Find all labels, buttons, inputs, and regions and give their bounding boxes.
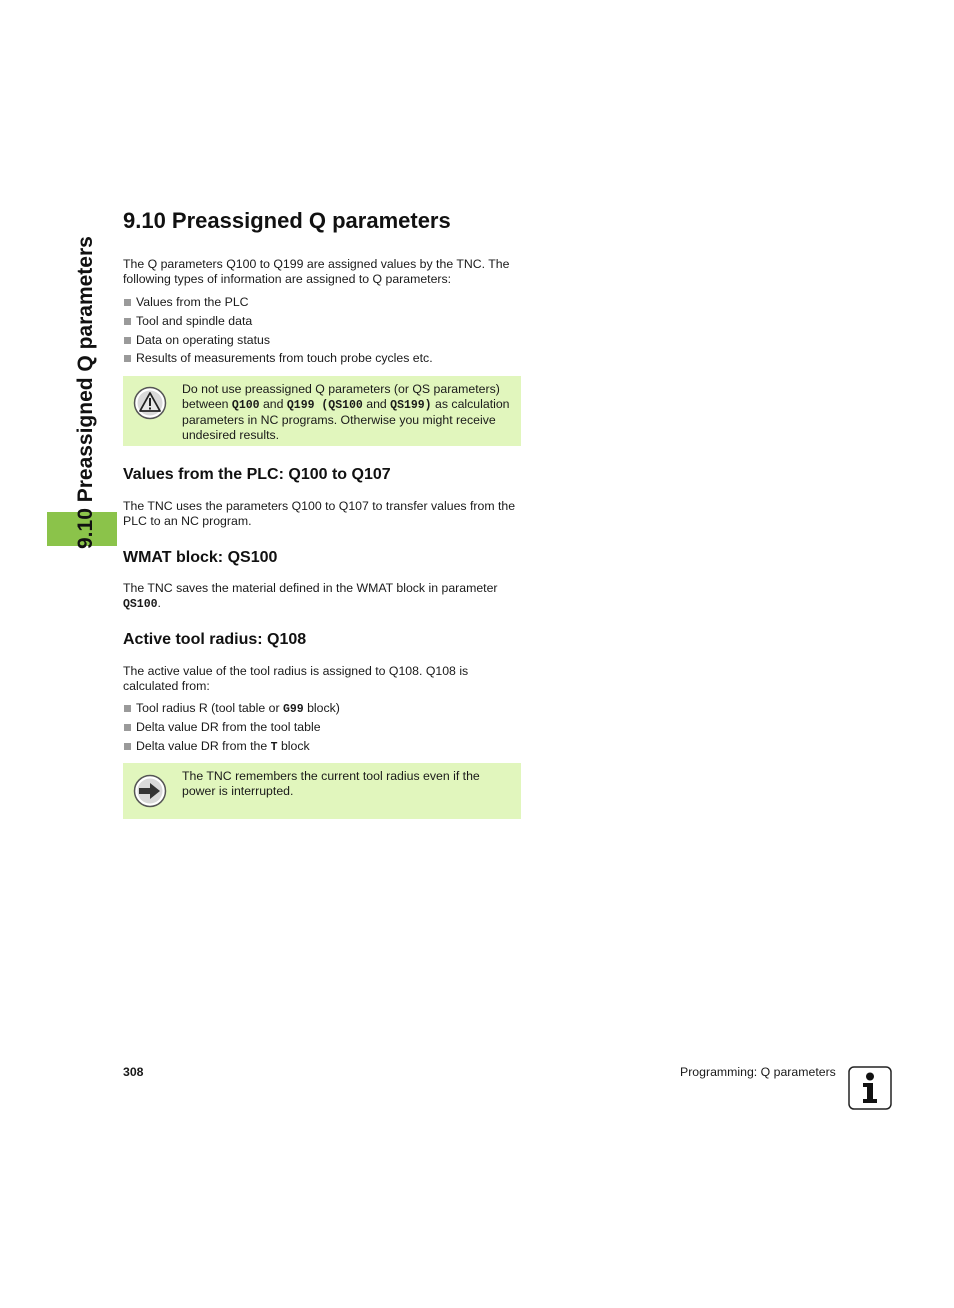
- code-t: T: [270, 740, 278, 754]
- side-chapter-title: 9.10 Preassigned Q parameters: [74, 236, 97, 549]
- tip-text: The TNC remembers the current tool radius even if the power is interrupted.: [182, 769, 480, 798]
- page-title: 9.10 Preassigned Q parameters: [123, 208, 451, 233]
- warning-triangle-icon: [133, 386, 167, 420]
- plc-heading: Values from the PLC: Q100 to Q107: [123, 466, 391, 483]
- page-number: 308: [123, 1065, 144, 1079]
- code-q199: Q199 (QS100: [286, 398, 363, 412]
- radius-heading: Active tool radius: Q108: [123, 631, 307, 648]
- warning-text: Do not use preassigned Q parameters (or QS parameters) between Q100 and Q199 (QS100 and QS199) as calculation parameters in NC programs. Otherwise you might receive undesired results.: [182, 382, 510, 442]
- code-q100: Q100: [231, 398, 260, 412]
- intro-paragraph: The Q parameters Q100 to Q199 are assigned values by the TNC. The following types of information are assigned to Q parameters:: [123, 257, 510, 286]
- plc-paragraph: The TNC uses the parameters Q100 to Q107 to transfer values from the PLC to an NC program.: [123, 499, 516, 528]
- info-types-list: [123, 295, 523, 370]
- code-qs199: QS199): [390, 398, 432, 412]
- list-item: Tool and spindle data: [123, 314, 523, 333]
- footer-chapter: Programming: Q parameters: [680, 1065, 836, 1079]
- list-item: Values from the PLC: [123, 295, 523, 314]
- list-item: Tool radius R (tool table or G99 block): [123, 701, 523, 720]
- list-item: Delta value DR from the T block: [123, 739, 523, 758]
- wmat-heading: WMAT block: QS100: [123, 549, 278, 566]
- arrow-right-icon: [133, 774, 167, 808]
- tip-note: [123, 763, 521, 819]
- radius-paragraph: The active value of the tool radius is assigned to Q108. Q108 is calculated from:: [123, 664, 469, 693]
- code-g99: G99: [282, 703, 304, 716]
- info-icon: [848, 1066, 892, 1110]
- list-item: Results of measurements from touch probe cycles etc.: [123, 351, 523, 370]
- code-qs100: QS100: [123, 598, 158, 611]
- list-item: Data on operating status: [123, 333, 523, 352]
- wmat-paragraph: The TNC saves the material defined in the WMAT block in parameter QS100.: [123, 581, 498, 611]
- warning-note: [123, 376, 521, 446]
- list-item: Delta value DR from the tool table: [123, 720, 523, 739]
- radius-sources-list: [123, 701, 523, 757]
